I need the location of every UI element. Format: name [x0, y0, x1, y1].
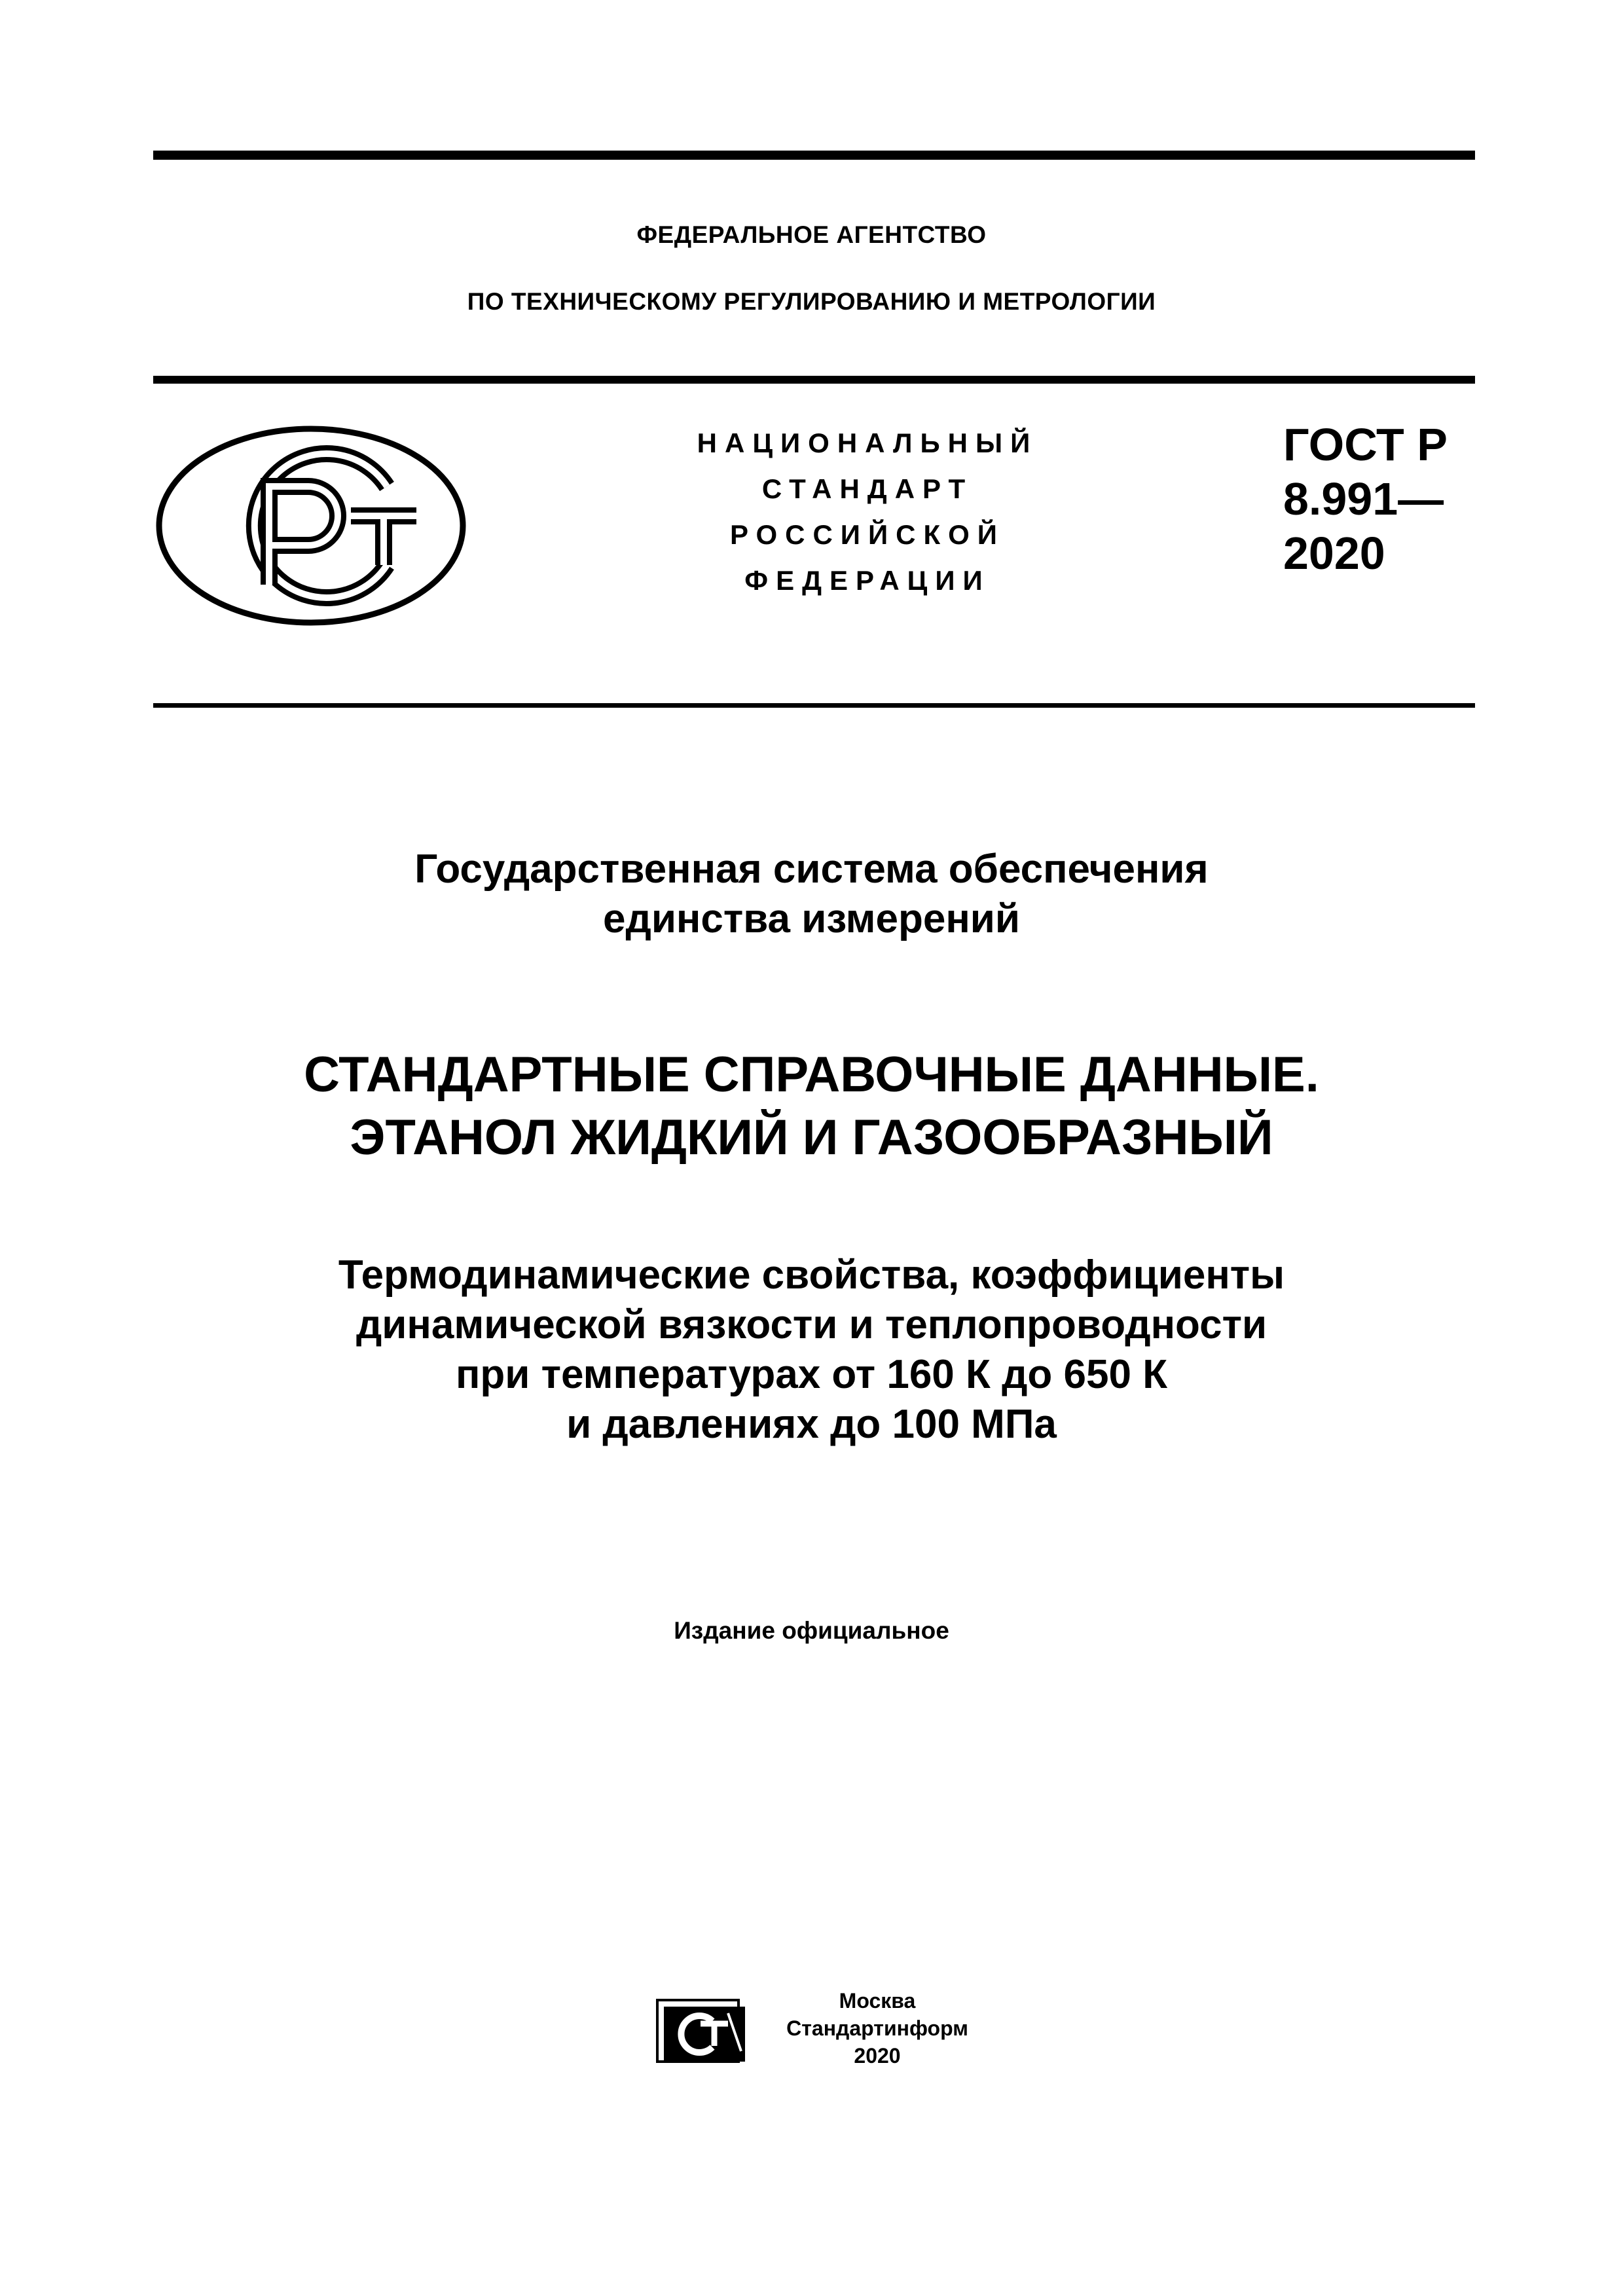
- designation-line: 8.991—: [1283, 473, 1444, 524]
- series-line: Государственная система обеспечения: [414, 847, 1209, 892]
- national-line: ФЕДЕРАЦИИ: [744, 565, 991, 596]
- title-line: ЭТАНОЛ ЖИДКИЙ И ГАЗООБРАЗНЫЙ: [350, 1110, 1273, 1165]
- publisher-city: Москва: [839, 1989, 916, 2013]
- standard-designation: [1283, 418, 1448, 581]
- edition-label: Издание официальное: [674, 1617, 949, 1644]
- designation-line: 2020: [1283, 528, 1385, 579]
- publisher-year: 2020: [854, 2044, 901, 2068]
- national-line: СТАНДАРТ: [761, 473, 974, 504]
- document-subtitle: [0, 1250, 1623, 1449]
- subtitle-line: динамической вязкости и теплопроводности: [356, 1302, 1267, 1347]
- national-line: НАЦИОНАЛЬНЫЙ: [697, 428, 1038, 458]
- series-title: [0, 845, 1623, 944]
- subtitle-line: при температурах от 160 К до 650 К: [455, 1352, 1168, 1397]
- agency-line-2: ПО ТЕХНИЧЕСКОМУ РЕГУЛИРОВАНИЮ И МЕТРОЛОГИИ: [467, 288, 1156, 315]
- rst-emblem-icon: [155, 424, 467, 627]
- top-rule: [153, 151, 1475, 160]
- standartinform-emblem-icon: [655, 1994, 748, 2064]
- publisher-name: Стандартинформ: [786, 2016, 968, 2040]
- series-line: единства измерений: [602, 896, 1020, 941]
- subtitle-line: Термодинамические свойства, коэффициенты: [338, 1252, 1285, 1298]
- national-line: РОССИЙСКОЙ: [730, 519, 1005, 550]
- header-rule: [153, 376, 1475, 384]
- agency-line-1: ФЕДЕРАЛЬНОЕ АГЕНТСТВО: [636, 221, 987, 248]
- standard-block-rule: [153, 703, 1475, 708]
- designation-line: ГОСТ Р: [1283, 419, 1448, 470]
- document-title: [0, 1044, 1623, 1169]
- publisher-info: [773, 1987, 982, 2069]
- subtitle-line: и давлениях до 100 МПа: [566, 1402, 1057, 1447]
- title-line: СТАНДАРТНЫЕ СПРАВОЧНЫЕ ДАННЫЕ.: [304, 1047, 1319, 1102]
- national-standard-label: [645, 420, 1090, 604]
